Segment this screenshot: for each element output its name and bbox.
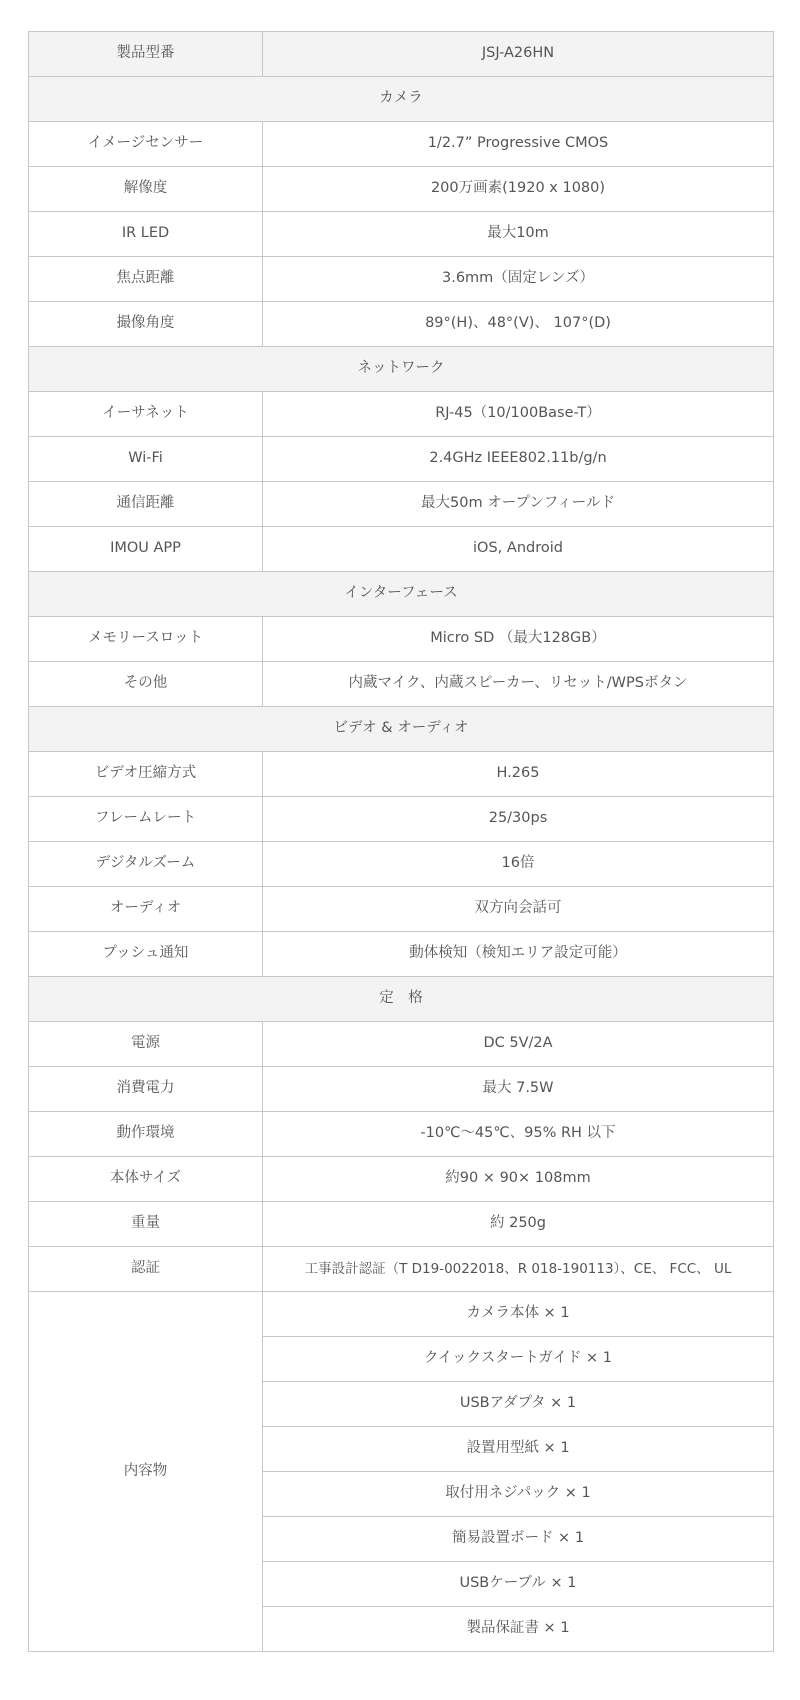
contents-item: 製品保証書 × 1	[263, 1607, 774, 1652]
spec-value: 89°(H)、48°(V)、 107°(D)	[263, 302, 774, 347]
spec-row	[29, 482, 774, 527]
spec-label: 本体サイズ	[29, 1157, 263, 1202]
contents-label: 内容物	[29, 1292, 263, 1652]
spec-value: 内蔵マイク、内蔵スピーカー、リセット/WPSボタン	[263, 662, 774, 707]
spec-row	[29, 797, 774, 842]
spec-label: 重量	[29, 1202, 263, 1247]
spec-value: H.265	[263, 752, 774, 797]
spec-row	[29, 662, 774, 707]
spec-value: 2.4GHz IEEE802.11b/g/n	[263, 437, 774, 482]
spec-label: IR LED	[29, 212, 263, 257]
spec-label: Wi-Fi	[29, 437, 263, 482]
spec-label: IMOU APP	[29, 527, 263, 572]
spec-row	[29, 842, 774, 887]
spec-label: フレームレート	[29, 797, 263, 842]
model-row	[29, 32, 774, 77]
section-title-network: ネットワーク	[29, 347, 774, 392]
spec-value: 200万画素(1920 x 1080)	[263, 167, 774, 212]
spec-row	[29, 1157, 774, 1202]
contents-item: 設置用型紙 × 1	[263, 1427, 774, 1472]
spec-row	[29, 302, 774, 347]
spec-value: 3.6mm（固定レンズ）	[263, 257, 774, 302]
section-row-video-audio	[29, 707, 774, 752]
spec-label: 消費電力	[29, 1067, 263, 1112]
spec-value: DC 5V/2A	[263, 1022, 774, 1067]
spec-value: 1/2.7” Progressive CMOS	[263, 122, 774, 167]
contents-item: カメラ本体 × 1	[263, 1292, 774, 1337]
spec-row	[29, 437, 774, 482]
spec-label: 焦点距離	[29, 257, 263, 302]
spec-value: -10℃～45℃、95% RH 以下	[263, 1112, 774, 1157]
spec-label: イメージセンサー	[29, 122, 263, 167]
spec-value: 最大50m オープンフィールド	[263, 482, 774, 527]
spec-row	[29, 617, 774, 662]
model-label: 製品型番	[29, 32, 263, 77]
spec-value: 双方向会話可	[263, 887, 774, 932]
spec-label: デジタルズーム	[29, 842, 263, 887]
contents-item: 簡易設置ボード × 1	[263, 1517, 774, 1562]
contents-row	[29, 1292, 774, 1337]
spec-value: Micro SD （最大128GB）	[263, 617, 774, 662]
contents-item: USBアダプタ × 1	[263, 1382, 774, 1427]
spec-value: RJ-45（10/100Base-T）	[263, 392, 774, 437]
spec-label: 撮像角度	[29, 302, 263, 347]
section-title-interface: インターフェース	[29, 572, 774, 617]
spec-row	[29, 1022, 774, 1067]
spec-label: オーディオ	[29, 887, 263, 932]
spec-label: 認証	[29, 1247, 263, 1292]
spec-value: 動体検知（検知エリア設定可能）	[263, 932, 774, 977]
spec-value: 最大10m	[263, 212, 774, 257]
spec-label: 解像度	[29, 167, 263, 212]
spec-value: 最大 7.5W	[263, 1067, 774, 1112]
spec-row	[29, 392, 774, 437]
contents-item: USBケーブル × 1	[263, 1562, 774, 1607]
section-row-interface	[29, 572, 774, 617]
spec-label: ビデオ圧縮方式	[29, 752, 263, 797]
spec-label: 動作環境	[29, 1112, 263, 1157]
spec-label: 通信距離	[29, 482, 263, 527]
spec-value: 約 250g	[263, 1202, 774, 1247]
spec-label: イーサネット	[29, 392, 263, 437]
spec-value: 工事設計認証（T D19-0022018、R 018-190113）、CE、 FCC、 UL	[263, 1247, 774, 1292]
contents-item: 取付用ネジパック × 1	[263, 1472, 774, 1517]
spec-row	[29, 1202, 774, 1247]
spec-row	[29, 122, 774, 167]
spec-row	[29, 1067, 774, 1112]
spec-label: プッシュ通知	[29, 932, 263, 977]
spec-label: その他	[29, 662, 263, 707]
spec-row	[29, 167, 774, 212]
section-row-network	[29, 347, 774, 392]
spec-row	[29, 752, 774, 797]
spec-row	[29, 527, 774, 572]
spec-label: メモリースロット	[29, 617, 263, 662]
spec-label: 電源	[29, 1022, 263, 1067]
section-title-video-audio: ビデオ & オーディオ	[29, 707, 774, 752]
section-title-rating: 定 格	[29, 977, 774, 1022]
spec-row	[29, 212, 774, 257]
model-value: JSJ-A26HN	[263, 32, 774, 77]
spec-value: 25/30ps	[263, 797, 774, 842]
spec-table	[28, 31, 774, 1652]
spec-value: iOS, Android	[263, 527, 774, 572]
section-row-camera	[29, 77, 774, 122]
spec-row	[29, 932, 774, 977]
spec-value: 16倍	[263, 842, 774, 887]
spec-value: 約90 × 90× 108mm	[263, 1157, 774, 1202]
spec-row	[29, 1247, 774, 1292]
spec-row	[29, 1112, 774, 1157]
section-title-camera: カメラ	[29, 77, 774, 122]
spec-row	[29, 887, 774, 932]
spec-table-body	[29, 32, 774, 1652]
contents-item: クイックスタートガイド × 1	[263, 1337, 774, 1382]
section-row-rating	[29, 977, 774, 1022]
spec-row	[29, 257, 774, 302]
